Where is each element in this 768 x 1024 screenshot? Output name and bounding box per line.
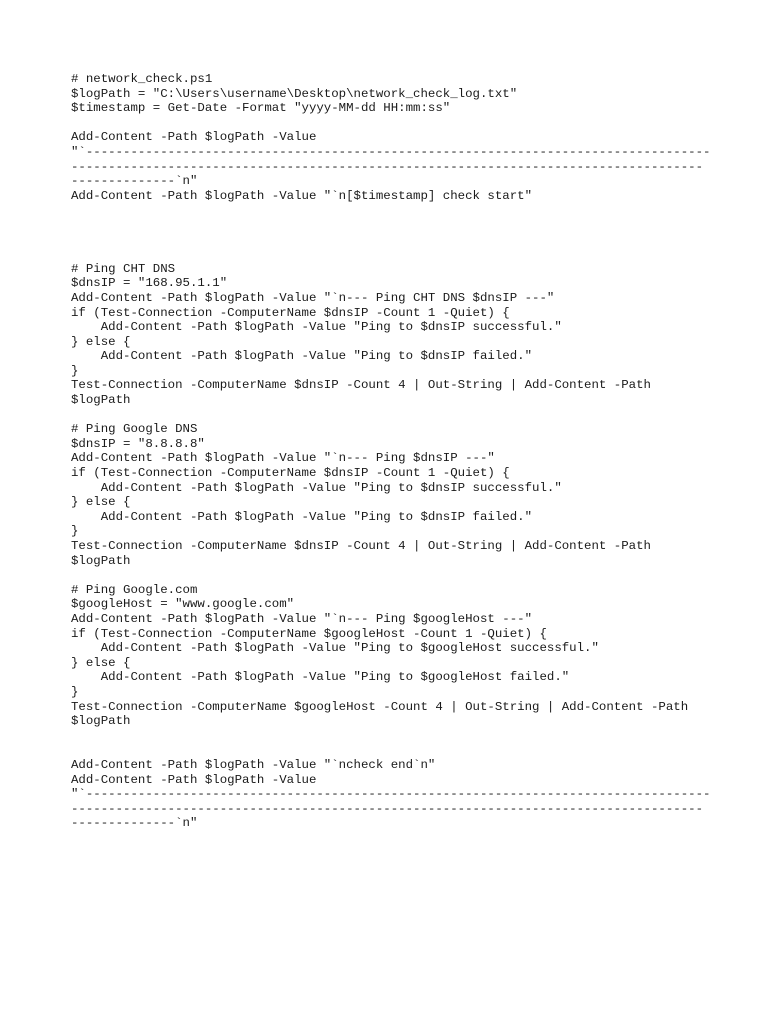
code-block [71,72,711,831]
code-line [71,743,711,758]
code-line: Add-Content -Path $logPath -Value "Ping to $googleHost successful." [71,641,599,656]
code-line [71,568,711,583]
code-line: Add-Content -Path $logPath -Value "Ping to $googleHost failed." [71,670,570,685]
code-line: if (Test-Connection -ComputerName $googleHost -Count 1 -Quiet) { [71,626,547,641]
code-line: $googleHost = "www.google.com" [71,597,295,612]
code-line: $logPath [71,714,131,729]
code-line: } else { [71,495,131,510]
code-line: ------------------------------------------------------------------------------------- [71,801,704,816]
code-line: # Ping Google.com [71,582,198,597]
code-line [71,729,711,744]
code-line: $logPath = "C:\Users\username\Desktop\network_check_log.txt" [71,86,518,101]
code-line: Test-Connection -ComputerName $dnsIP -Count 4 | Out-String | Add-Content -Path [71,539,651,553]
code-line: if (Test-Connection -ComputerName $dnsIP -Count 1 -Quiet) { [71,466,510,481]
code-line: Add-Content -Path $logPath -Value "Ping to $dnsIP successful." [71,320,562,335]
code-line [71,233,711,248]
code-line: Add-Content -Path $logPath -Value "`n[$timestamp] check start" [71,188,533,203]
code-line: # Ping Google DNS [71,422,198,437]
code-line [71,218,711,233]
code-line: } [71,363,79,378]
code-line: if (Test-Connection -ComputerName $dnsIP -Count 1 -Quiet) { [71,305,510,320]
code-line: --------------`n" [71,174,198,189]
code-line: ------------------------------------------------------------------------------------- [71,159,704,174]
code-line: } [71,524,79,539]
code-line [71,203,711,218]
code-line: Add-Content -Path $logPath -Value "`n--- Ping $googleHost ---" [71,611,533,626]
code-line: --------------`n" [71,816,198,831]
code-line: Add-Content -Path $logPath -Value [71,772,317,787]
code-line: Add-Content -Path $logPath -Value "Ping to $dnsIP failed." [71,509,533,524]
code-line: $dnsIP = "8.8.8.8" [71,436,205,451]
code-line: Test-Connection -ComputerName $dnsIP -Count 4 | Out-String | Add-Content -Path [71,378,651,393]
code-line: # network_check.ps1 [71,72,213,86]
code-line: "`------------------------------------------------------------------------------------ [71,787,711,802]
code-line: $dnsIP = "168.95.1.1" [71,276,228,291]
code-line: } else { [71,334,131,349]
code-line [71,408,711,423]
code-line [71,116,711,131]
code-line: Add-Content -Path $logPath -Value "`n--- Ping CHT DNS $dnsIP ---" [71,290,555,305]
code-line: } else { [71,655,131,670]
code-line: Test-Connection -ComputerName $googleHost -Count 4 | Out-String | Add-Content -Path [71,699,689,714]
code-line: Add-Content -Path $logPath -Value "Ping to $dnsIP failed." [71,349,533,364]
code-line [71,247,711,262]
code-line: # Ping CHT DNS [71,261,176,276]
code-line: } [71,684,79,699]
code-line: Add-Content -Path $logPath -Value "`n--- Ping $dnsIP ---" [71,451,495,466]
code-line: Add-Content -Path $logPath -Value "`ncheck end`n" [71,757,436,772]
code-line: Add-Content -Path $logPath -Value [71,130,317,145]
code-line: "`------------------------------------------------------------------------------------ [71,144,711,159]
code-line: $timestamp = Get-Date -Format "yyyy-MM-dd HH:mm:ss" [71,101,451,116]
code-line: $logPath [71,393,131,408]
code-line: Add-Content -Path $logPath -Value "Ping to $dnsIP successful." [71,480,562,495]
code-line: $logPath [71,553,131,568]
